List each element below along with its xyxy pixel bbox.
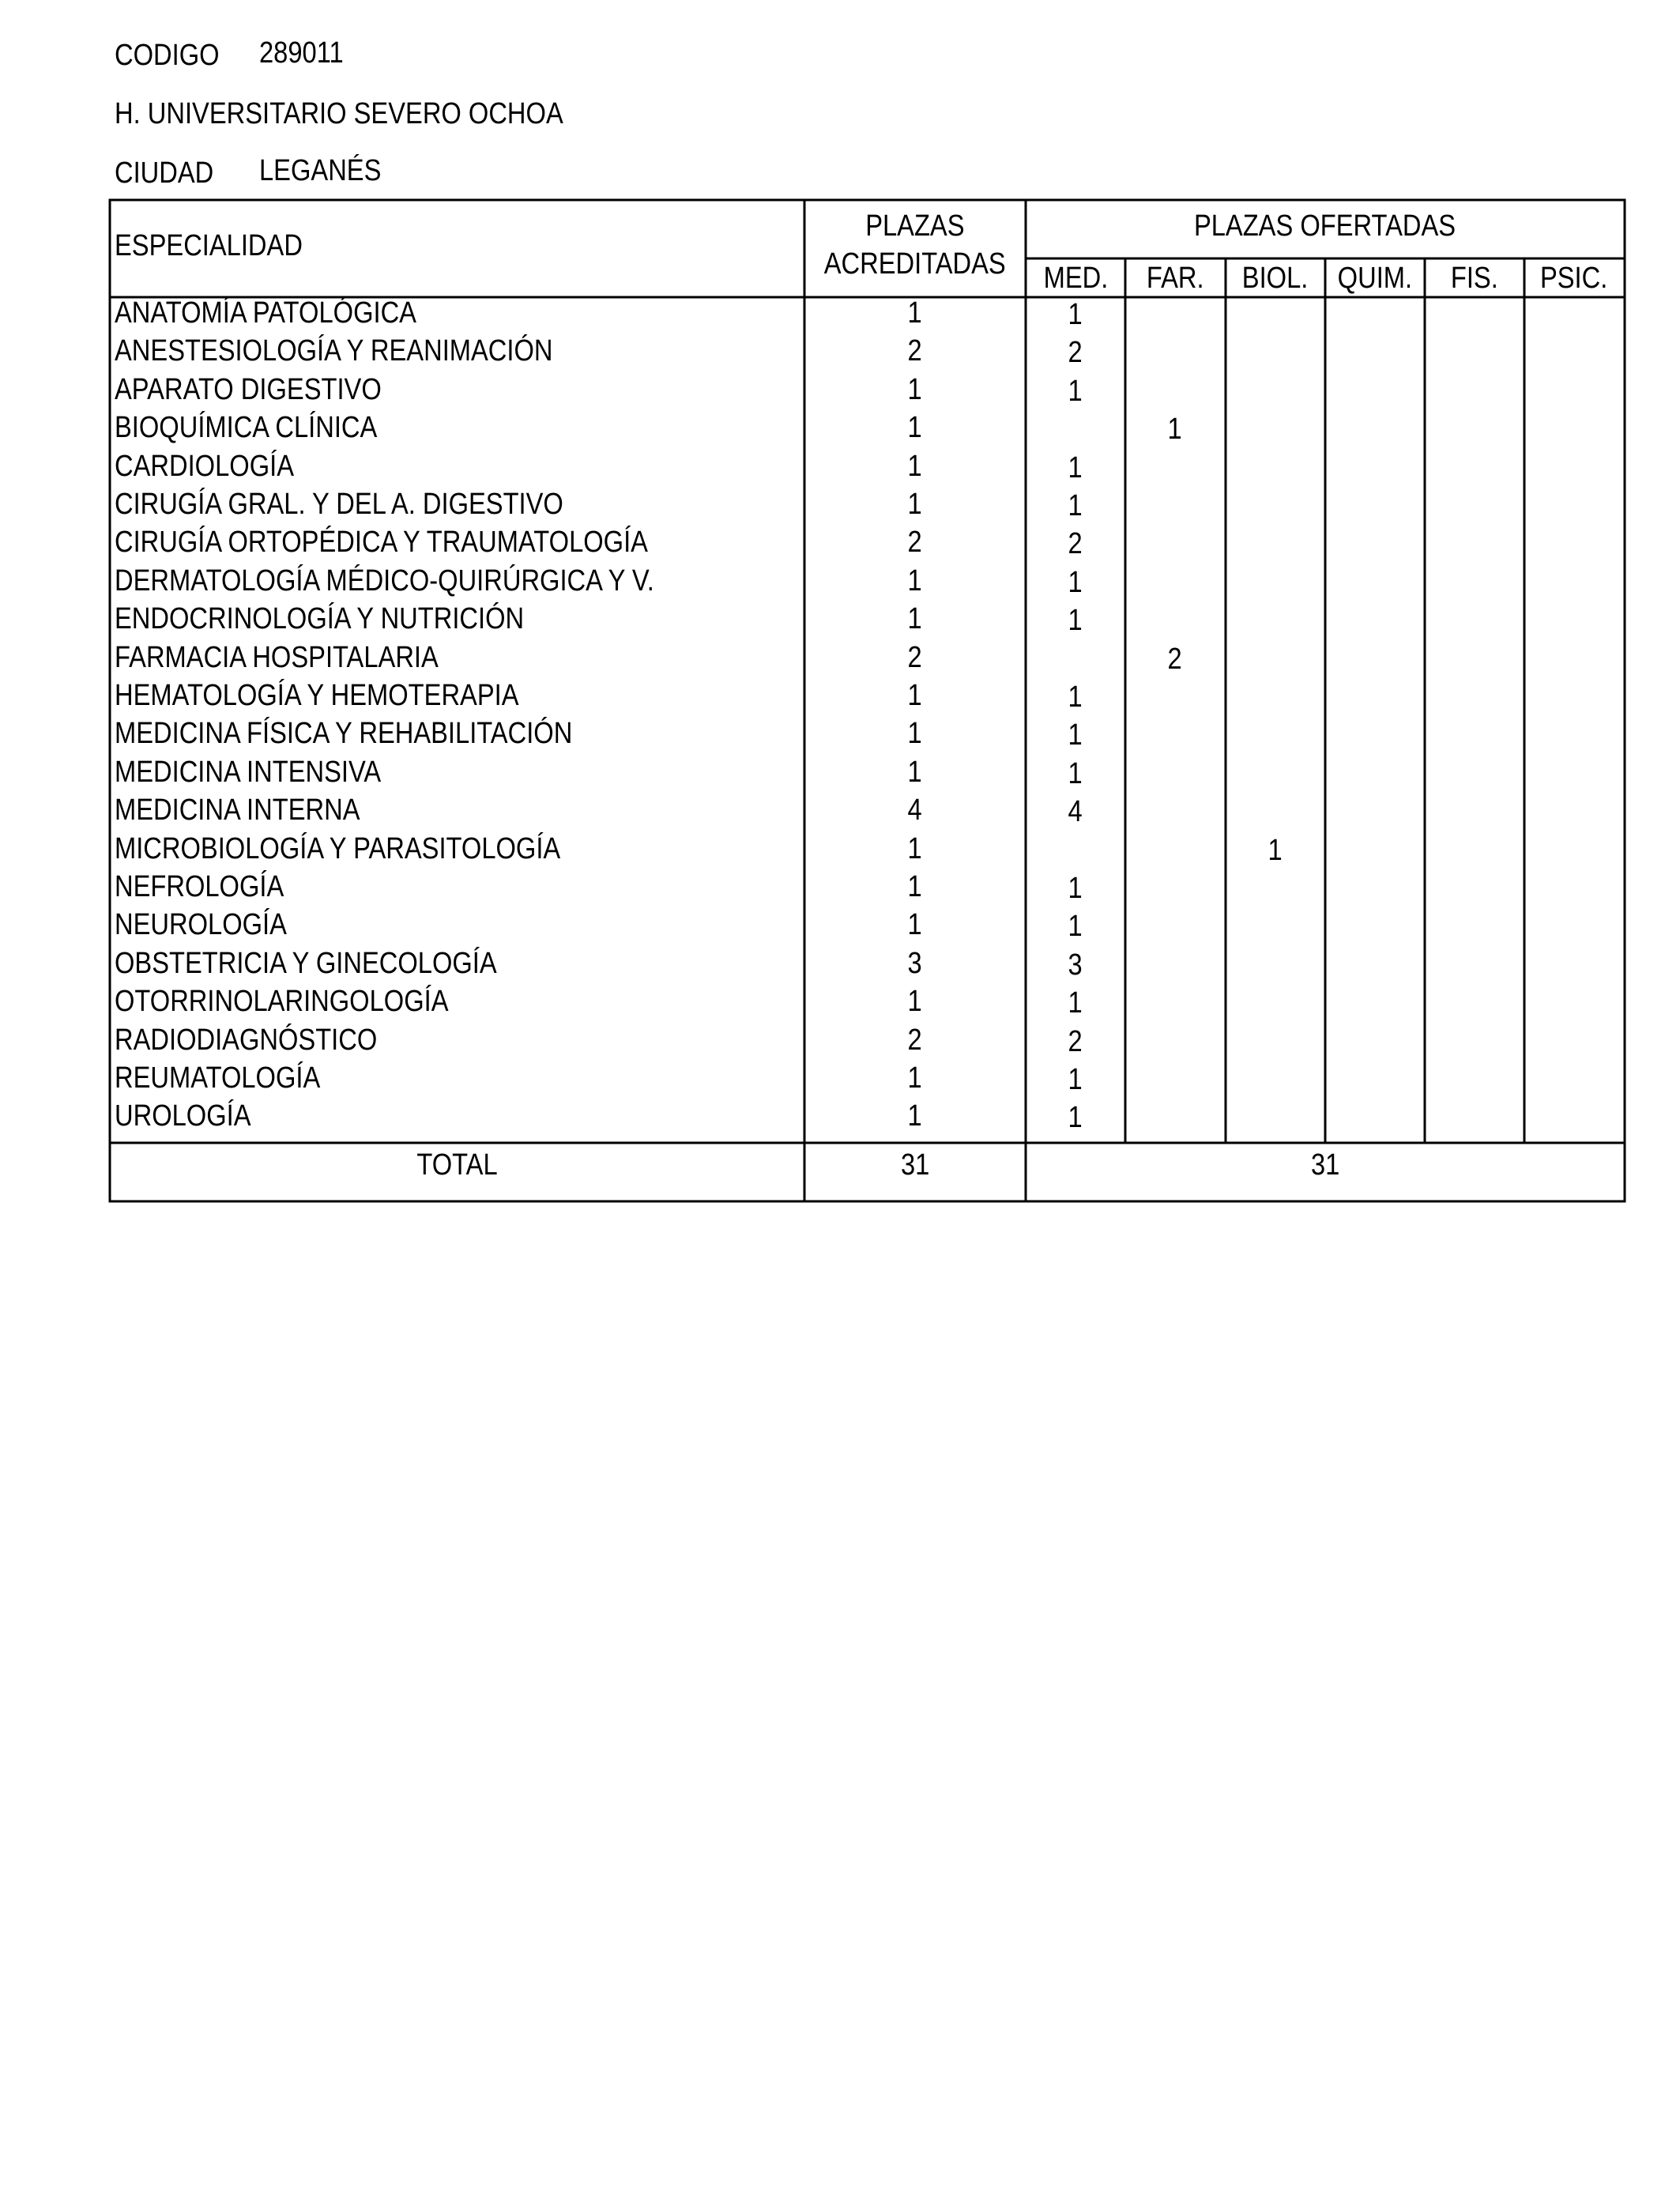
subheader-psic-text: PSIC. [1540,262,1608,295]
row-specialty: OBSTETRICIA Y GINECOLOGÍA [115,946,497,980]
subheader-biol-text: BIOL. [1242,262,1309,295]
row-specialty: CARDIOLOGÍA [115,449,294,483]
row-specialty: RADIODIAGNÓSTICO [115,1023,378,1057]
row-specialty: MICROBIOLOGÍA Y PARASITOLOGÍA [115,831,561,865]
row-offered-far-text: 1 [1167,413,1183,447]
row-specialty: APARATO DIGESTIVO [115,372,382,406]
row-specialty: HEMATOLOGÍA Y HEMOTERAPIA [115,679,519,712]
row-specialty: MEDICINA INTERNA [115,794,360,827]
row-specialty: NEFROLOGÍA [115,870,284,903]
row-accredited [804,791,1026,829]
row-specialty: ANATOMÍA PATOLÓGICA [115,296,416,330]
total-accredited [804,1146,1026,1184]
subheader-quim [1325,259,1425,297]
header-accredited-line1 [804,207,1026,245]
header-accredited-line2-text: ACREDITADAS [823,247,1006,281]
row-accredited [804,868,1026,906]
row-specialty: MEDICINA FÍSICA Y REHABILITACIÓN [115,717,573,751]
row-offered-med-text: 2 [1068,1024,1083,1058]
row-offered-med-text: 1 [1068,718,1083,752]
header-accredited-line1-text: PLAZAS [865,209,965,243]
row-accredited [804,830,1026,868]
row-offered-med-text: 1 [1068,1063,1083,1096]
row-offered-med-text: 1 [1068,604,1083,638]
row-accredited [804,906,1026,944]
row-offered-med [1026,793,1125,831]
row-offered-med-text: 1 [1068,450,1083,484]
total-label [110,1146,804,1184]
row-offered-med [1026,487,1125,525]
row-offered-far [1125,410,1225,448]
row-accredited-text: 4 [907,794,923,827]
row-accredited [804,447,1026,485]
row-accredited [804,332,1026,370]
total-offered-text: 31 [1310,1148,1340,1182]
row-accredited-text: 1 [907,985,923,1019]
row-offered-med-text: 1 [1068,1101,1083,1135]
row-accredited-text: 1 [907,411,923,445]
row-offered-far-text: 2 [1167,642,1183,676]
row-accredited [804,485,1026,523]
header-offered-text: PLAZAS OFERTADAS [1194,209,1456,243]
row-offered-med-text: 1 [1068,374,1083,408]
row-offered-med [1026,1099,1125,1137]
row-specialty: MEDICINA INTENSIVA [115,755,382,789]
row-accredited-text: 1 [907,488,923,521]
row-accredited [804,600,1026,638]
row-accredited-text: 3 [907,946,923,980]
row-accredited [804,944,1026,982]
row-accredited [804,409,1026,447]
row-offered-med [1026,755,1125,793]
row-specialty: OTORRINOLARINGOLOGÍA [115,985,449,1019]
row-offered-med-text: 2 [1068,336,1083,370]
row-offered-med-text: 1 [1068,680,1083,714]
row-specialty: REUMATOLOGÍA [115,1061,321,1095]
subheader-psic [1524,259,1624,297]
row-accredited [804,1097,1026,1135]
row-accredited [804,294,1026,332]
subheader-fis-text: FIS. [1451,262,1498,295]
row-accredited-text: 2 [907,334,923,368]
row-accredited [804,982,1026,1020]
row-offered-med [1026,601,1125,639]
row-offered-med [1026,525,1125,563]
row-specialty: BIOQUÍMICA CLÍNICA [115,411,378,445]
row-specialty: ENDOCRINOLOGÍA Y NUTRICIÓN [115,602,525,636]
row-accredited [804,562,1026,600]
subheader-far [1125,259,1225,297]
row-accredited-text: 1 [907,831,923,865]
code-label: CODIGO [115,39,220,72]
row-specialty: FARMACIA HOSPITALARIA [115,640,439,674]
row-accredited-text: 1 [907,717,923,751]
row-accredited-text: 1 [907,449,923,483]
city-label: CIUDAD [115,156,214,190]
row-offered-med [1026,984,1125,1022]
row-accredited-text: 1 [907,564,923,598]
row-accredited-text: 1 [907,1061,923,1095]
city-value: LEGANÉS [259,154,382,187]
row-offered-med [1026,869,1125,907]
row-offered-med-text: 2 [1068,527,1083,561]
row-accredited [804,1021,1026,1059]
total-offered [1026,1146,1625,1184]
row-accredited-text: 1 [907,679,923,712]
hospital-name: H. UNIVERSITARIO SEVERO OCHOA [115,97,563,130]
subheader-far-text: FAR. [1146,262,1204,295]
row-offered-med-text: 1 [1068,872,1083,905]
row-offered-med-text: 1 [1068,986,1083,1020]
row-offered-med [1026,678,1125,716]
row-offered-med-text: 4 [1068,795,1083,829]
row-offered-med-text: 1 [1068,565,1083,599]
row-accredited-text: 2 [907,1023,923,1057]
row-offered-med [1026,296,1125,334]
header-accredited-line2 [804,245,1026,283]
row-offered-med [1026,564,1125,601]
row-offered-med [1026,716,1125,754]
row-offered-med [1026,372,1125,410]
row-offered-med [1026,1061,1125,1099]
row-accredited [804,753,1026,791]
row-offered-med [1026,946,1125,984]
subheader-quim-text: QUIM. [1337,262,1413,295]
total-accredited-text: 31 [900,1148,930,1182]
row-accredited-text: 1 [907,372,923,406]
row-accredited [804,523,1026,561]
row-accredited-text: 1 [907,1099,923,1133]
header-specialty: ESPECIALIDAD [115,229,303,262]
row-offered-med-text: 1 [1068,298,1083,331]
code-value: 289011 [259,36,344,70]
row-offered-med [1026,1023,1125,1061]
row-accredited-text: 1 [907,908,923,942]
subheader-fis [1425,259,1524,297]
row-offered-med [1026,334,1125,371]
row-accredited-text: 1 [907,870,923,903]
header-offered [1026,207,1625,245]
total-label-text: TOTAL [416,1148,498,1182]
row-accredited [804,639,1026,677]
subheader-med-text: MED. [1043,262,1108,295]
row-offered-med-text: 1 [1068,756,1083,790]
row-accredited [804,1059,1026,1097]
row-offered-biol [1226,831,1325,869]
row-offered-med-text: 3 [1068,948,1083,982]
row-specialty: CIRUGÍA GRAL. Y DEL A. DIGESTIVO [115,488,563,521]
row-accredited-text: 1 [907,602,923,636]
row-offered-med-text: 1 [1068,910,1083,944]
row-offered-med [1026,907,1125,945]
row-specialty: ANESTESIOLOGÍA Y REANIMACIÓN [115,334,553,368]
row-offered-biol-text: 1 [1268,833,1283,867]
row-accredited-text: 1 [907,755,923,789]
row-specialty: CIRUGÍA ORTOPÉDICA Y TRAUMATOLOGÍA [115,526,648,560]
row-offered-far [1125,640,1225,678]
subheader-biol [1226,259,1325,297]
row-specialty: DERMATOLOGÍA MÉDICO-QUIRÚRGICA Y V. [115,564,654,598]
row-accredited [804,714,1026,752]
row-specialty: NEUROLOGÍA [115,908,287,942]
row-offered-med [1026,449,1125,487]
row-offered-med-text: 1 [1068,489,1083,522]
row-accredited-text: 2 [907,640,923,674]
row-accredited [804,371,1026,409]
row-accredited-text: 1 [907,296,923,330]
row-accredited-text: 2 [907,526,923,560]
subheader-med [1026,259,1125,297]
row-specialty: UROLOGÍA [115,1099,251,1133]
row-accredited [804,677,1026,714]
